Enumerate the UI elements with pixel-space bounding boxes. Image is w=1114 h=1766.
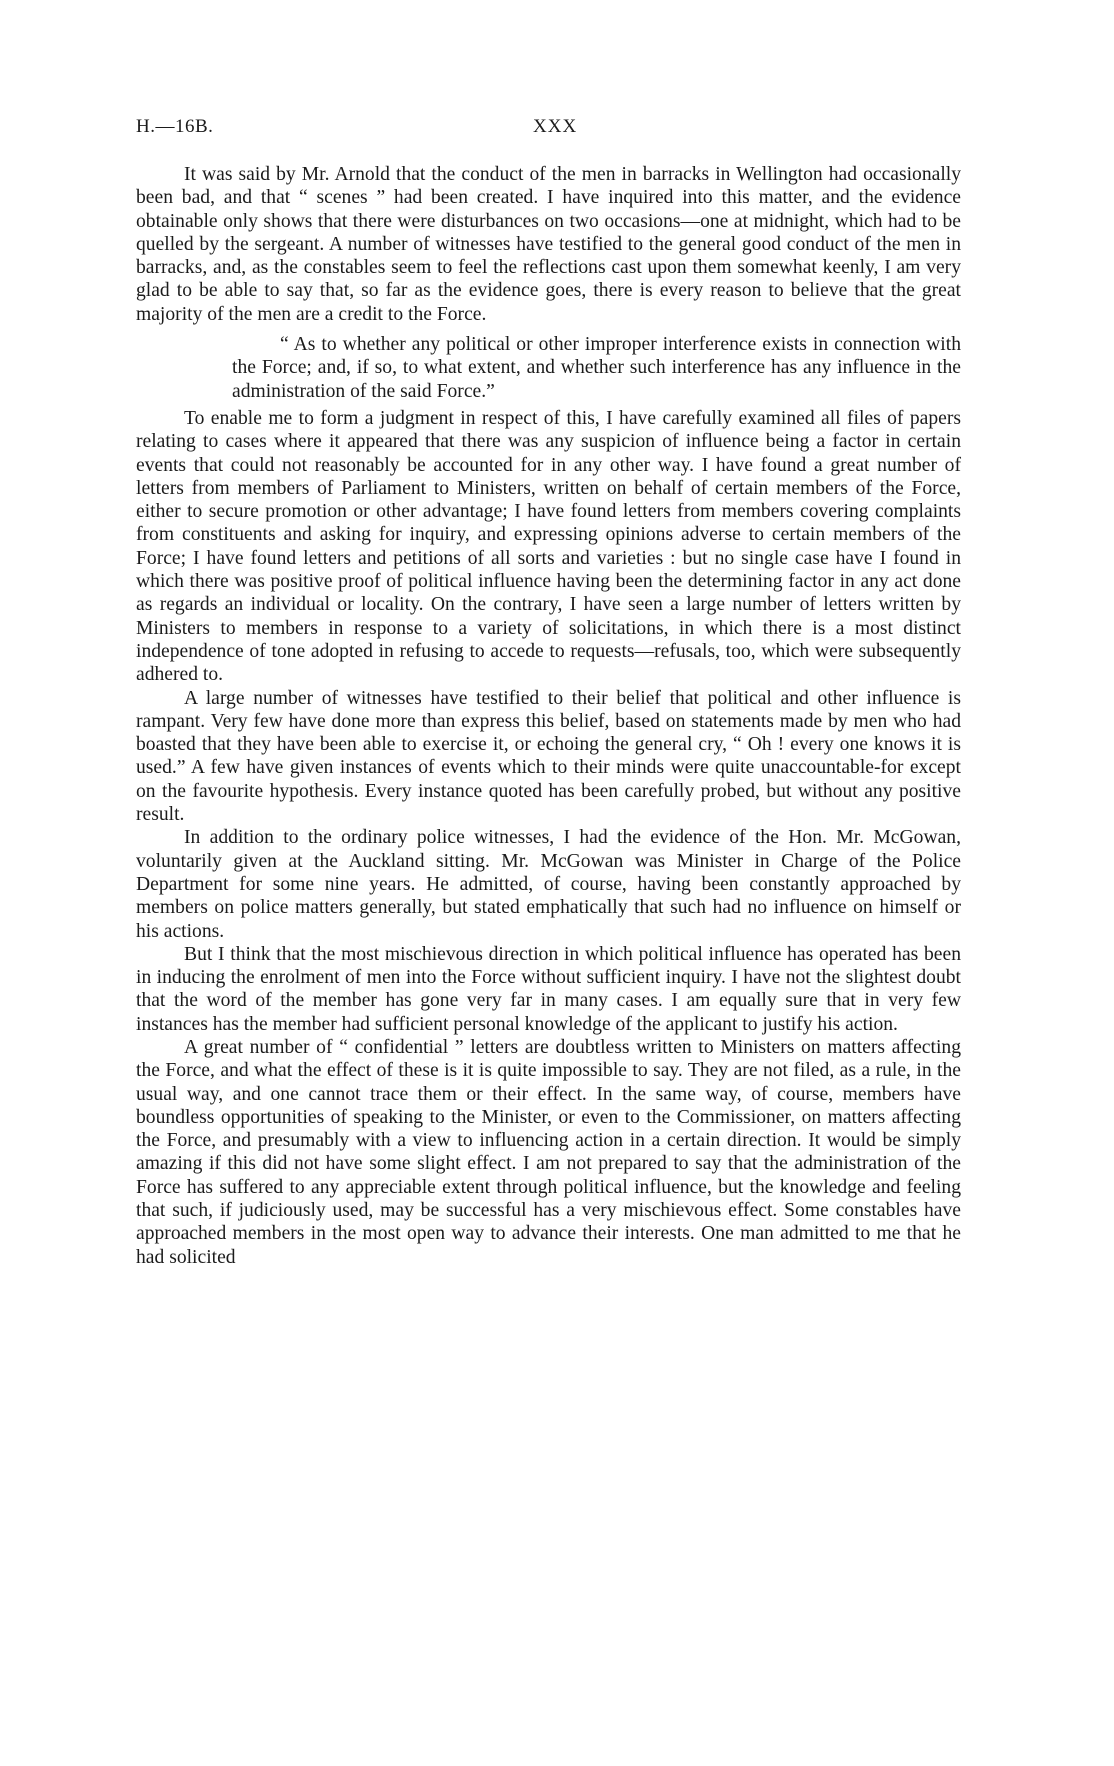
page-header: [136, 116, 961, 144]
paragraph-confidential-letters: A great number of “ confidential ” letters are doubtless written to Ministers on matters affecting the Force, and what the effect of these is it is quite impossible to say. They are not filed, as a rule, in the usual way, and one cannot trace them or their effect. In the same way, of course, members have boundless opportunities of speaking to the Minister, or even to the Commissioner, on matters affecting the Force, and presumably with a view to influencing action in a certain direction. It would be simply amazing if this did not have some slight effect. I am not prepared to say that the administration of the Force has suffered to any appreciable extent through political influence, but the knowledge and feeling that such, if judiciously used, may be successful has a very mischievous effect. Some constables have approached members in the most open way to advance their interests. One man admitted to me that he had solicited: [136, 1036, 961, 1268]
report-body: [136, 163, 961, 1269]
paragraph-mcgowan-evidence: In addition to the ordinary police witnesses, I had the evidence of the Hon. Mr. McGowan, voluntarily given at the Auckland sitting. Mr. McGowan was Minister in Charge of the Police Department for some nine years. He admitted, of course, having been constantly approached by members on police matters generally, but stated emphatically that such had no influence on himself or his actions.: [136, 827, 961, 942]
paragraph-files-examined: To enable me to form a judgment in respect of this, I have carefully examined all files of papers relating to cases where it appeared that there was any suspicion of influence being a factor in certain events that could not reasonably be accounted for in any other way. I have found a great number of letters from members of Parliament to Ministers, written on behalf of certain members of the Force, either to secure promotion or other advantage; I have found letters from members covering complaints from constituents and asking for inquiry, and expressing opinions adverse to certain members of the Force; I have found letters and petitions of all sorts and varieties : but no single case have I found in which there was positive proof of political influence having been the determining factor in any act done as regards an individual or locality. On the contrary, I have seen a large number of letters written by Ministers to members in response to a variety of solicitations, in which there is a most distinct independence of tone adopted in refusing to accede to requests—refusals, too, which were subsequently adhered to.: [136, 407, 961, 686]
paragraph-enrolment-influence: But I think that the most mischievous direction in which political influence has operated has been in inducing the enrolment of men into the Force without sufficient inquiry. I have not the slightest doubt that the word of the member has gone very far in many cases. I am equally sure that in very few instances has the member had sufficient personal knowledge of the applicant to justify his action.: [136, 943, 961, 1035]
paragraph-barracks-conduct: It was said by Mr. Arnold that the conduct of the men in barracks in Wellington had occasionally been bad, and that “ scenes ” had been created. I have inquired into this matter, and the evidence obtainable only shows that there were disturbances on two occasions—one at midnight, which had to be quelled by the sergeant. A number of witnesses have testified to the general good conduct of the men in barracks, and, as the constables seem to feel the reflections cast upon them somewhat keenly, I am very glad to be able to say that, so far as the evidence goes, there is every reason to believe that the great majority of the men are a credit to the Force.: [136, 164, 961, 325]
parliamentary-paper-reference: H.—16B.: [136, 116, 214, 137]
quoted-terms-of-reference: “ As to whether any political or other improper interference exists in connection with the Force; and, if so, to what extent, and whether such interference has any influence in the administration of the said Force.”: [232, 334, 961, 402]
paragraph-witness-belief: A large number of witnesses have testified to their belief that political and other influence is rampant. Very few have done more than express this belief, based on statements made by men who had boasted that they have been able to exercise it, or echoing the general cry, “ Oh ! every one knows it is used.” A few have given instances of events which to their minds were quite unaccountable-for except on the favourite hypothesis. Every instance quoted has been carefully probed, but without any positive result.: [136, 687, 961, 826]
page-number: XXX: [533, 116, 578, 137]
